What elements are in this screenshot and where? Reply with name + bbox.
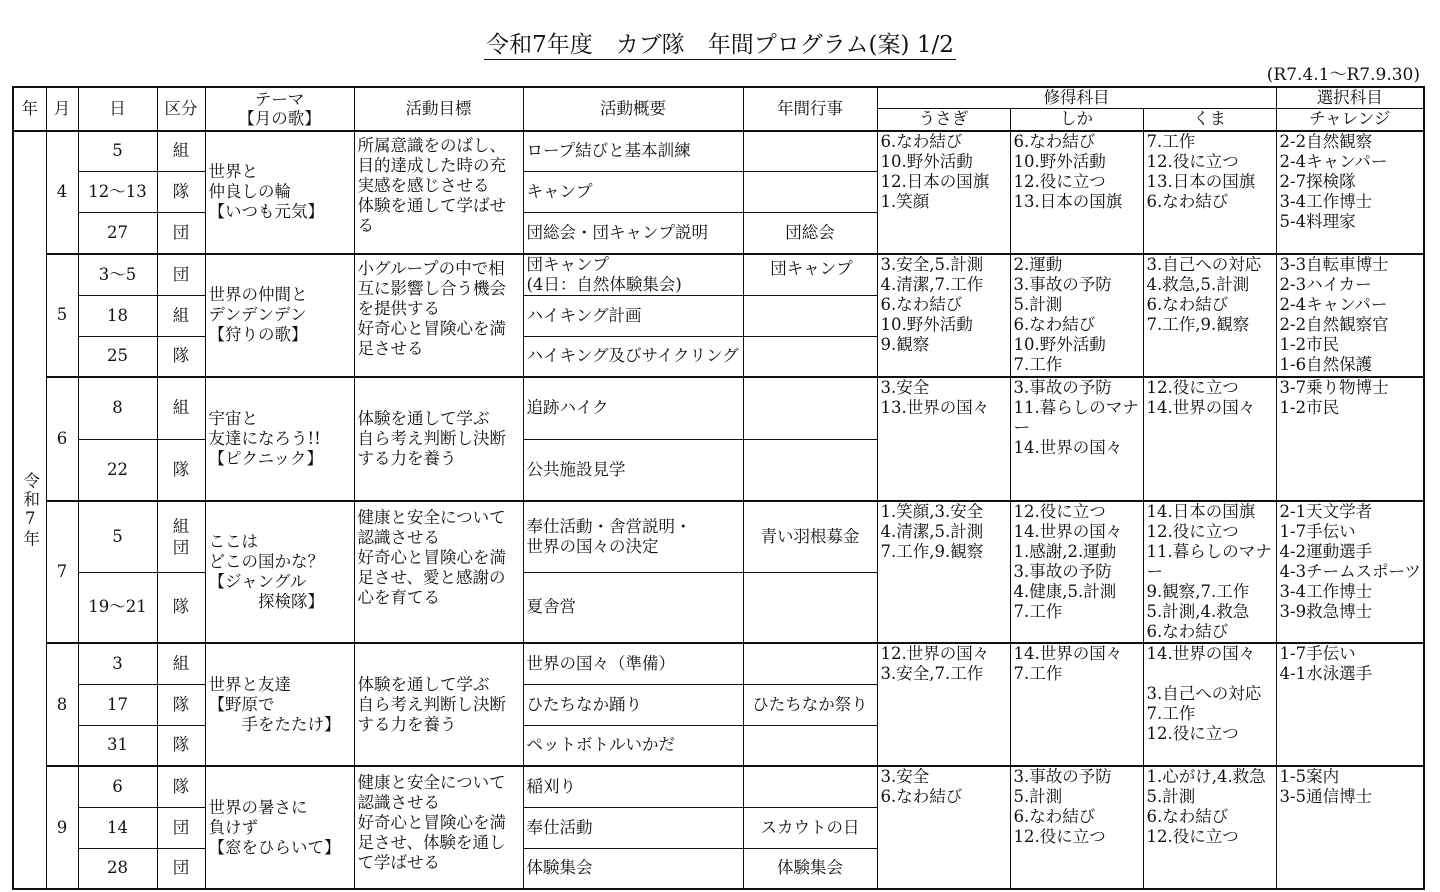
goal-cell: 健康と安全について 認識させる 好奇心と冒険心を満 足させ、愛と感謝の 心を育てる	[354, 501, 523, 643]
kubun-cell: 隊	[157, 684, 205, 725]
kubun-cell: 組	[157, 131, 205, 172]
usagi-cell: 1.笑顔,3.安全 4.清潔,5.計測 7.工作,9.観察	[877, 501, 1010, 643]
summary-cell: 体験集会	[523, 848, 743, 889]
kubun-cell: 隊	[157, 766, 205, 807]
day-cell: 27	[78, 213, 157, 254]
goal-cell: 健康と安全について 認識させる 好奇心と冒険心を満 足させ、体験を通し て学ばせる	[354, 766, 523, 889]
day-cell: 31	[78, 725, 157, 766]
event-cell: 青い羽根募金	[743, 501, 877, 572]
shika-cell: 14.世界の国々 7.工作	[1010, 643, 1143, 766]
kubun-cell: 団	[157, 213, 205, 254]
theme-cell: 宇宙と 友達になろう!! 【ピクニック】	[205, 377, 354, 501]
theme-cell: 世界の仲間と デンデンデン 【狩りの歌】	[205, 254, 354, 378]
event-cell	[743, 439, 877, 501]
usagi-cell: 12.世界の国々 3.安全,7.工作	[877, 643, 1010, 766]
event-cell	[743, 172, 877, 213]
summary-cell: ハイキング及びサイクリング	[523, 336, 743, 377]
summary-cell: 公共施設見学	[523, 439, 743, 501]
usagi-cell: 3.安全 13.世界の国々	[877, 377, 1010, 501]
col-shika: しか	[1010, 109, 1143, 131]
col-day: 日	[78, 87, 157, 131]
event-cell	[743, 643, 877, 684]
day-cell: 14	[78, 807, 157, 848]
goal-cell: 小グループの中で相 互に影響し合う機会 を提供する 好奇心と冒険心を満 足させる	[354, 254, 523, 378]
usagi-cell: 6.なわ結び 10.野外活動 12.日本の国旗 1.笑顔	[877, 131, 1010, 254]
kubun-cell: 隊	[157, 172, 205, 213]
challenge-cell: 3-7乗り物博士 1-2市民	[1276, 377, 1424, 501]
challenge-cell: 2-1天文学者 1-7手伝い 4-2運動選手 4-3チームスポーツ 3-4工作博士 3-9救急博士	[1276, 501, 1424, 643]
challenge-cell: 2-2自然観察 2-4キャンパー 2-7探検隊 3-4工作博士 5-4料理家	[1276, 131, 1424, 254]
col-year: 年	[13, 87, 46, 131]
usagi-cell: 3.安全,5.計測 4.清潔,7.工作 6.なわ結び 10.野外活動 9.観察	[877, 254, 1010, 378]
table-row	[13, 501, 1424, 572]
kuma-cell: 3.自己への対応 4.救急,5.計測 6.なわ結び 7.工作,9.観察	[1143, 254, 1276, 378]
event-cell: ひたちなか祭り	[743, 684, 877, 725]
day-cell: 25	[78, 336, 157, 377]
day-cell: 5	[78, 131, 157, 172]
day-cell: 5	[78, 501, 157, 572]
summary-cell: ハイキング計画	[523, 295, 743, 336]
summary-cell: ひたちなか踊り	[523, 684, 743, 725]
col-kuma: くま	[1143, 109, 1276, 131]
summary-cell: 奉仕活動	[523, 807, 743, 848]
shika-cell: 6.なわ結び 10.野外活動 12.役に立つ 13.日本の国旗	[1010, 131, 1143, 254]
month-cell: 5	[46, 254, 78, 378]
kuma-cell: 12.役に立つ 14.世界の国々	[1143, 377, 1276, 501]
event-cell	[743, 766, 877, 807]
col-usagi: うさぎ	[877, 109, 1010, 131]
col-theme: テーマ 【月の歌】	[205, 87, 354, 131]
month-cell: 8	[46, 643, 78, 766]
event-cell	[743, 131, 877, 172]
summary-cell: ロープ結びと基本訓練	[523, 131, 743, 172]
day-cell: 6	[78, 766, 157, 807]
day-cell: 3～5	[78, 254, 157, 296]
challenge-cell: 3-3自転車博士 2-3ハイカー 2-4キャンパー 2-2自然観察官 1-2市民 1-6自然保護	[1276, 254, 1424, 378]
shika-cell: 12.役に立つ 14.世界の国々 1.感謝,2.運動 3.事故の予防 4.健康,5.計測 7.工作	[1010, 501, 1143, 643]
month-cell: 7	[46, 501, 78, 643]
event-cell	[743, 295, 877, 336]
col-elective: 選択科目	[1276, 87, 1424, 109]
summary-cell: 夏舎営	[523, 572, 743, 643]
day-cell: 28	[78, 848, 157, 889]
kuma-cell: 14.日本の国旗 12.役に立つ 11.暮らしのマナー 9.観察,7.工作 5.計測,4.救急 6.なわ結び	[1143, 501, 1276, 643]
summary-cell: 団キャンプ (4日：自然体験集会)	[523, 254, 743, 296]
event-cell	[743, 725, 877, 766]
col-summary: 活動概要	[523, 87, 743, 131]
event-cell: スカウトの日	[743, 807, 877, 848]
year-cell: 令和7年	[13, 131, 46, 890]
shika-cell: 3.事故の予防 11.暮らしのマナー 14.世界の国々	[1010, 377, 1143, 501]
period-label: (R7.4.1～R7.9.30)	[1266, 65, 1420, 85]
col-subjects: 修得科目	[877, 87, 1276, 109]
day-cell: 17	[78, 684, 157, 725]
document-title: 令和7年度 カブ隊 年間プログラム(案) 1/2	[486, 32, 954, 58]
month-cell: 4	[46, 131, 78, 254]
event-cell	[743, 572, 877, 643]
kubun-cell: 隊	[157, 725, 205, 766]
goal-cell: 体験を通して学ぶ 自ら考え判断し決断 する力を養う	[354, 643, 523, 766]
shika-cell: 3.事故の予防 5.計測 6.なわ結び 12.役に立つ	[1010, 766, 1143, 889]
theme-cell: 世界と 仲良しの輪 【いつも元気】	[205, 131, 354, 254]
day-cell: 18	[78, 295, 157, 336]
table-row	[13, 131, 1424, 172]
event-cell	[743, 377, 877, 439]
summary-cell: 稲刈り	[523, 766, 743, 807]
month-cell: 6	[46, 377, 78, 501]
kubun-cell: 組	[157, 377, 205, 439]
kubun-cell: 組	[157, 295, 205, 336]
shika-cell: 2.運動 3.事故の予防 5.計測 6.なわ結び 10.野外活動 7.工作	[1010, 254, 1143, 378]
kubun-cell: 隊	[157, 572, 205, 643]
kubun-cell: 組	[157, 643, 205, 684]
theme-cell: 世界と友達 【野原で 手をたたけ】	[205, 643, 354, 766]
col-event: 年間行事	[743, 87, 877, 131]
table-row	[13, 254, 1424, 296]
summary-cell: ペットボトルいかだ	[523, 725, 743, 766]
theme-cell: ここは どこの国かな？ 【ジャングル 探検隊】	[205, 501, 354, 643]
col-month: 月	[46, 87, 78, 131]
event-cell	[743, 336, 877, 377]
kubun-cell: 団	[157, 848, 205, 889]
kuma-cell: 7.工作 12.役に立つ 13.日本の国旗 6.なわ結び	[1143, 131, 1276, 254]
col-challenge: チャレンジ	[1276, 109, 1424, 131]
goal-cell: 体験を通して学ぶ 自ら考え判断し決断 する力を養う	[354, 377, 523, 501]
day-cell: 22	[78, 439, 157, 501]
event-cell: 団総会	[743, 213, 877, 254]
day-cell: 3	[78, 643, 157, 684]
kuma-cell: 14.世界の国々 3.自己への対応 7.工作 12.役に立つ	[1143, 643, 1276, 766]
challenge-cell: 1-7手伝い 4-1水泳選手	[1276, 643, 1424, 766]
col-kubun: 区分	[157, 87, 205, 131]
kubun-cell: 隊	[157, 439, 205, 501]
kuma-cell: 1.心がけ,4.救急 5.計測 6.なわ結び 12.役に立つ	[1143, 766, 1276, 889]
summary-cell: 追跡ハイク	[523, 377, 743, 439]
summary-cell: 団総会・団キャンプ説明	[523, 213, 743, 254]
event-cell: 体験集会	[743, 848, 877, 889]
table-row	[13, 377, 1424, 439]
event-cell: 団キャンプ	[743, 254, 877, 296]
theme-cell: 世界の暑さに 負けず 【窓をひらいて】	[205, 766, 354, 889]
summary-cell: キャンプ	[523, 172, 743, 213]
program-table	[12, 86, 1425, 890]
kubun-cell: 団	[157, 807, 205, 848]
usagi-cell: 3.安全 6.なわ結び	[877, 766, 1010, 889]
kubun-cell: 団	[157, 254, 205, 296]
summary-cell: 奉仕活動・舎営説明・ 世界の国々の決定	[523, 501, 743, 572]
month-cell: 9	[46, 766, 78, 889]
day-cell: 12～13	[78, 172, 157, 213]
kubun-cell: 隊	[157, 336, 205, 377]
day-cell: 8	[78, 377, 157, 439]
day-cell: 19～21	[78, 572, 157, 643]
challenge-cell: 1-5案内 3-5通信博士	[1276, 766, 1424, 889]
table-row	[13, 766, 1424, 807]
summary-cell: 世界の国々（準備）	[523, 643, 743, 684]
col-goal: 活動目標	[354, 87, 523, 131]
goal-cell: 所属意識をのばし、 目的達成した時の充 実感を感じさせる 体験を通して学ばせ る	[354, 131, 523, 254]
table-row	[13, 643, 1424, 684]
kubun-cell: 組 団	[157, 501, 205, 572]
